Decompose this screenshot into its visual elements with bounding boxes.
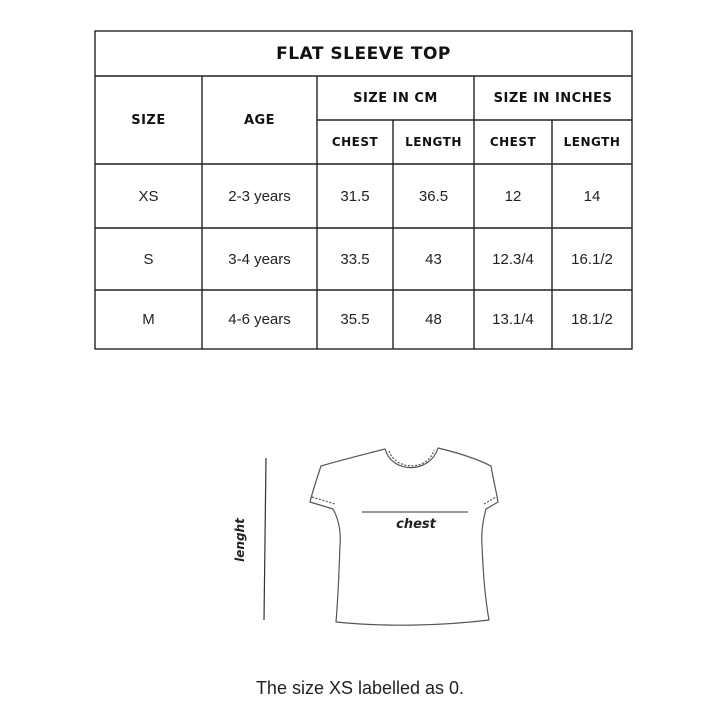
chest-label: chest <box>396 517 436 532</box>
cell-chest-in: 12 <box>504 187 522 205</box>
table-title: FLAT SLEEVE TOP <box>276 43 451 64</box>
cell-size: S <box>143 250 154 268</box>
header-size-in-cm: SIZE IN CM <box>353 90 438 106</box>
cell-length-cm: 48 <box>425 311 442 328</box>
cell-length-cm: 36.5 <box>418 187 449 205</box>
cell-length-cm: 43 <box>425 250 442 268</box>
length-label: lenght <box>233 518 247 562</box>
cell-chest-cm: 35.5 <box>340 311 370 328</box>
cell-age: 3-4 years <box>228 250 291 268</box>
cell-size: XS <box>138 187 159 205</box>
size-note: The size XS labelled as 0. <box>255 678 465 698</box>
cell-chest-in: 13.1/4 <box>492 311 534 328</box>
cell-age: 2-3 years <box>228 187 291 205</box>
cell-age: 4-6 years <box>228 311 291 328</box>
header-chest-cm: CHEST <box>331 135 379 149</box>
cell-length-in: 18.1/2 <box>571 311 613 328</box>
header-length-in: LENGTH <box>563 135 621 149</box>
header-length-cm: LENGTH <box>405 135 462 149</box>
tshirt-outline <box>310 448 498 625</box>
cell-size: M <box>142 311 155 328</box>
header-age: AGE <box>243 112 276 128</box>
cell-chest-cm: 33.5 <box>340 250 370 268</box>
cell-length-in: 14 <box>583 187 601 205</box>
cell-chest-cm: 31.5 <box>340 187 370 205</box>
header-size-in-inches: SIZE IN INCHES <box>493 90 613 106</box>
length-measure-line <box>264 458 266 620</box>
header-chest-in: CHEST <box>489 135 537 149</box>
header-size: SIZE <box>131 112 166 128</box>
cell-length-in: 16.1/2 <box>571 250 613 268</box>
cell-chest-in: 12.3/4 <box>492 250 534 268</box>
